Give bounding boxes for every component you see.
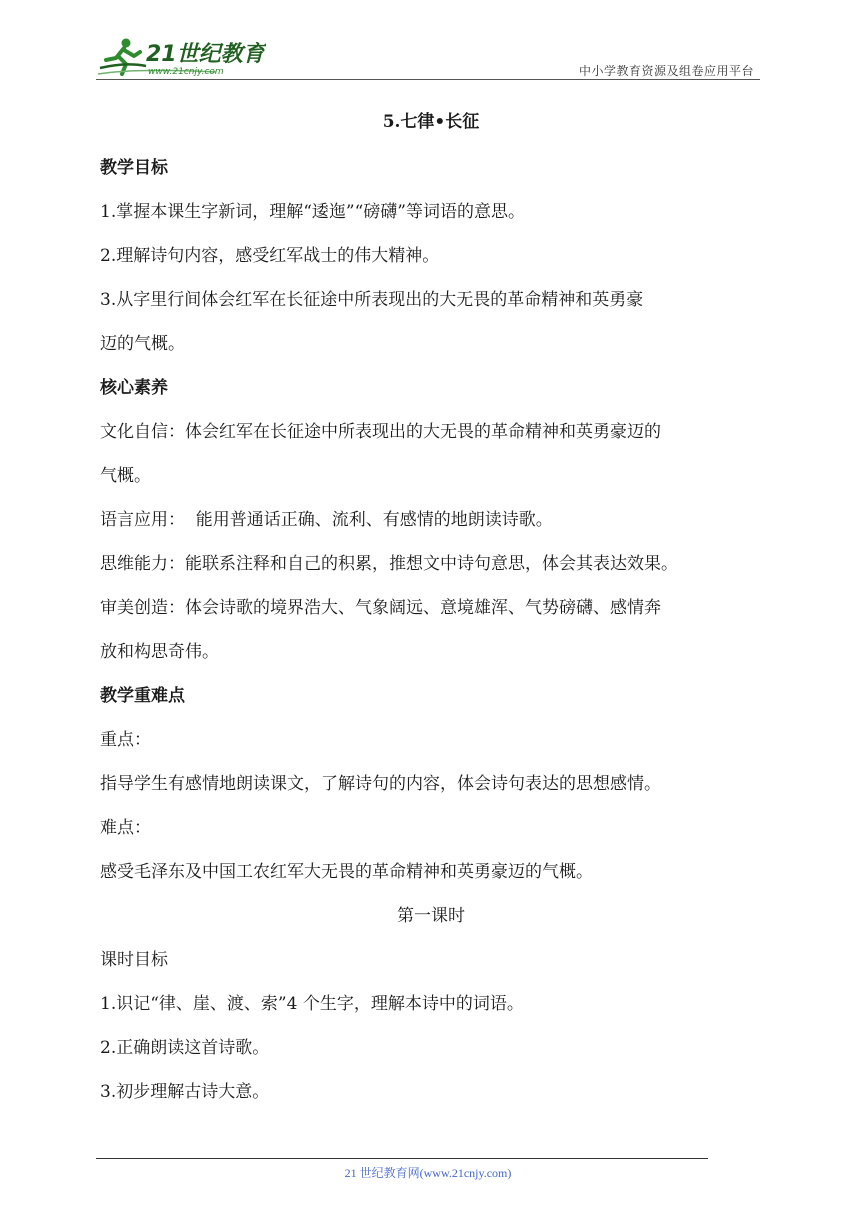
lesson-objective-2: 2.正确朗读这首诗歌。: [100, 1038, 270, 1058]
document-body: [100, 104, 762, 1114]
lesson-objective-3: 3.初步理解古诗大意。: [100, 1082, 270, 1102]
objective-2: 2.理解诗句内容，感受红军战士的伟大精神。: [100, 246, 440, 266]
header-tagline: 中小学教育资源及组卷应用平台: [578, 64, 754, 78]
lesson-objective-1: 1.识记“律、崖、渡、索”4 个生字，理解本诗中的词语。: [100, 994, 524, 1014]
objective-3-line-2: 迈的气概。: [100, 334, 185, 354]
lesson-title: 第一课时: [397, 906, 465, 926]
core-thinking: 思维能力：能联系注释和自己的积累，推想文中诗句意思，体会其表达效果。: [100, 554, 678, 574]
core-cultural-line-2: 气概。: [100, 466, 151, 486]
key-point-label: 重点：: [100, 730, 151, 750]
core-aesthetic-line-1: 审美创造：体会诗歌的境界浩大、气象阔远、意境雄浑、气势磅礴、感情奔: [100, 598, 661, 618]
core-cultural-line-1: 文化自信：体会红军在长征途中所表现出的大无畏的革命精神和英勇豪迈的: [100, 422, 661, 442]
page-header: [96, 34, 760, 80]
objective-3-line-1: 3.从字里行间体会红军在长征途中所表现出的大无畏的革命精神和英勇豪: [100, 290, 644, 310]
site-logo[interactable]: [96, 34, 266, 80]
difficult-point-text: 感受毛泽东及中国工农红军大无畏的革命精神和英勇豪迈的气概。: [100, 862, 593, 882]
heading-key-difficult: 教学重难点: [100, 686, 185, 706]
key-point-text: 指导学生有感情地朗读课文，了解诗句的内容，体会诗句表达的思想感情。: [100, 774, 661, 794]
heading-objectives: 教学目标: [100, 158, 168, 178]
footer-link[interactable]: 21 世纪教育网(www.21cnjy.com): [344, 1166, 512, 1180]
header-divider: [96, 79, 760, 80]
lesson-objectives-label: 课时目标: [100, 950, 168, 970]
svg-text:www.21cnjy.com: www.21cnjy.com: [148, 67, 224, 77]
objective-1: 1.掌握本课生字新词，理解“逶迤”“磅礴”等词语的意思。: [100, 202, 525, 222]
footer-divider: [96, 1158, 708, 1159]
core-aesthetic-line-2: 放和构思奇伟。: [100, 642, 219, 662]
heading-core-literacy: 核心素养: [100, 378, 168, 398]
runner-logo-icon: [96, 34, 266, 80]
document-title: 5.七律•长征: [382, 112, 480, 132]
svg-text:21世纪教育: 21世纪教育: [146, 42, 265, 67]
core-language: 语言应用： 能用普通话正确、流利、有感情的地朗读诗歌。: [100, 510, 553, 530]
difficult-point-label: 难点：: [100, 818, 151, 838]
